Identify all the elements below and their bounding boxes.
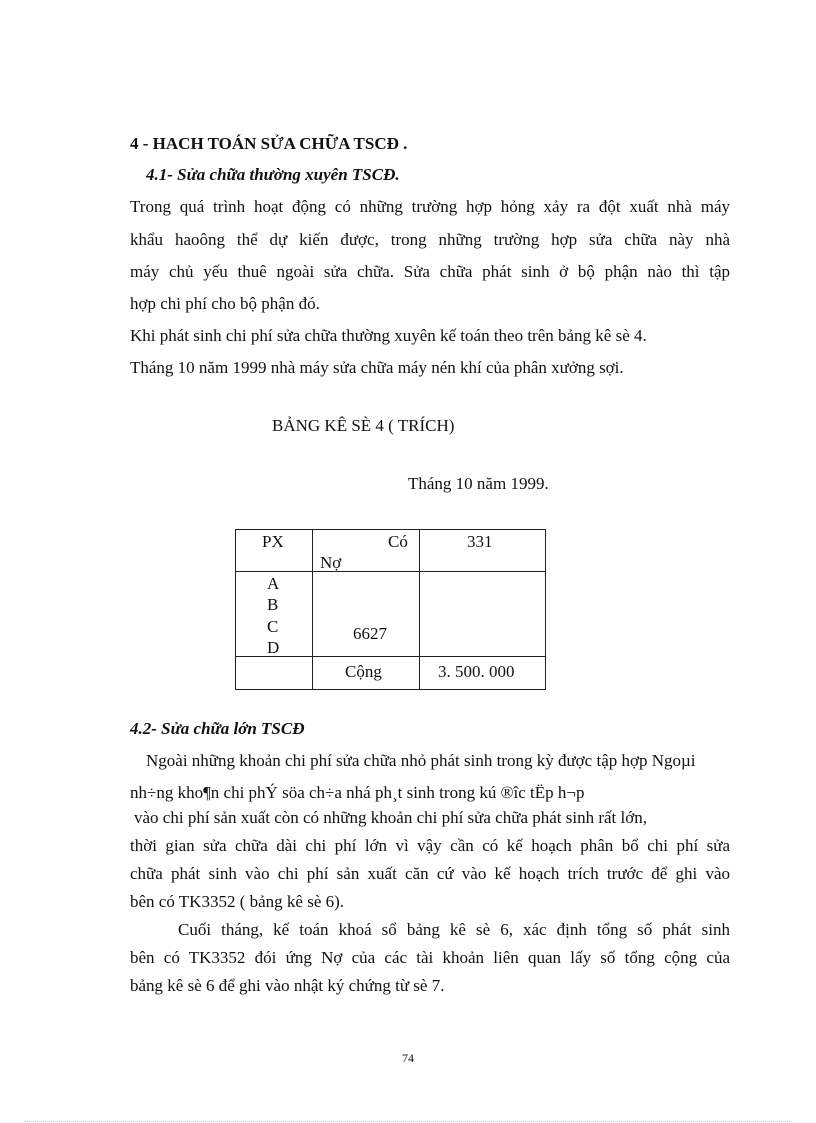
header-px-cell [236,530,313,572]
paragraph-line: bên có TK3352 ( bảng kê sè 6). [130,892,345,911]
subsection-2-title: 4.2- Sửa chữa lớn TSCĐ [130,719,305,738]
paragraph-line: Khi phát sinh chi phí sửa chữa thường xuyên kế toán theo trên bảng kê sè 4. [130,326,647,345]
header-px: PX [262,532,284,551]
page-divider [24,1121,792,1122]
section-title: 4 - HACH TOÁN SỬA CHỮA TSCĐ . [130,134,408,153]
bang-ke-table [235,529,546,690]
paragraph-line: vào chi phí sản xuất còn có những khoản chi phí sửa chữa phát sinh rất lớn, [134,808,647,827]
paragraph-line: Tháng 10 năm 1999 nhà máy sửa chữa máy nén khí của phân xưởng sợi. [130,358,624,377]
paragraph-line: Trong quá trình hoạt động có những trường hợp hỏng xảy ra đột xuất nhà máy [130,197,730,216]
account-number: 6627 [353,624,387,643]
row-label: B [267,595,279,614]
total-label-cell [313,657,420,690]
empty-cell [236,657,313,690]
paragraph-line: Cuối tháng, kế toán khoá sổ bảng kê sè 6, xác định tổng số phát sinh [178,920,730,939]
total-label: Cộng [345,662,382,681]
paragraph-line: khẩu haoông thể dự kiến được, trong những trường hợp sửa chữa này nhà [130,230,730,249]
header-co-no-cell [313,530,420,572]
row-label: D [267,638,280,657]
total-value-cell [420,657,546,690]
header-no: Nợ [320,553,342,572]
paragraph-line: hợp chi phí cho bộ phận đó. [130,294,320,313]
paragraph-line: Ngoài những khoản chi phí sửa chữa nhỏ phát sinh trong kỳ được tập hợp Ngoµi [146,751,696,770]
table-title: BẢNG KÊ SÈ 4 ( TRÍCH) [272,416,455,435]
row-label: A [267,574,280,593]
paragraph-line: nh÷ng kho¶n chi phÝ söa ch÷a nhá ph¸t sinh trong kú ®îc tËp h¬p [130,783,585,802]
header-co: Có [388,532,408,551]
paragraph-line: bảng kê sè 6 để ghi vào nhật ký chứng từ sè 7. [130,976,445,995]
header-331-cell [420,530,546,572]
page-number: 74 [402,1051,414,1065]
subsection-1-title: 4.1- Sửa chữa thường xuyên TSCĐ. [146,165,400,184]
paragraph-line: thời gian sửa chữa dài chi phí lớn vì vậy cần có kế hoạch phân bổ chi phí sửa [130,836,730,855]
paragraph-line: bên có TK3352 đói ứng Nợ của các tài khoản liên quan lấy số tổng cộng của [130,948,730,967]
account-cell [313,572,420,657]
total-value: 3. 500. 000 [438,662,515,681]
paragraph-line: máy chủ yếu thuê ngoài sửa chữa. Sửa chữa phát sinh ở bộ phận nào thì tập [130,262,730,281]
row-labels-cell [236,572,313,657]
paragraph-line: chữa phát sinh vào chi phí sản xuất căn cứ vào kế hoạch trích trước để ghi vào [130,864,730,883]
header-331: 331 [467,532,493,551]
table-subtitle: Tháng 10 năm 1999. [408,474,549,493]
value-cell [420,572,546,657]
row-label: C [267,617,279,636]
